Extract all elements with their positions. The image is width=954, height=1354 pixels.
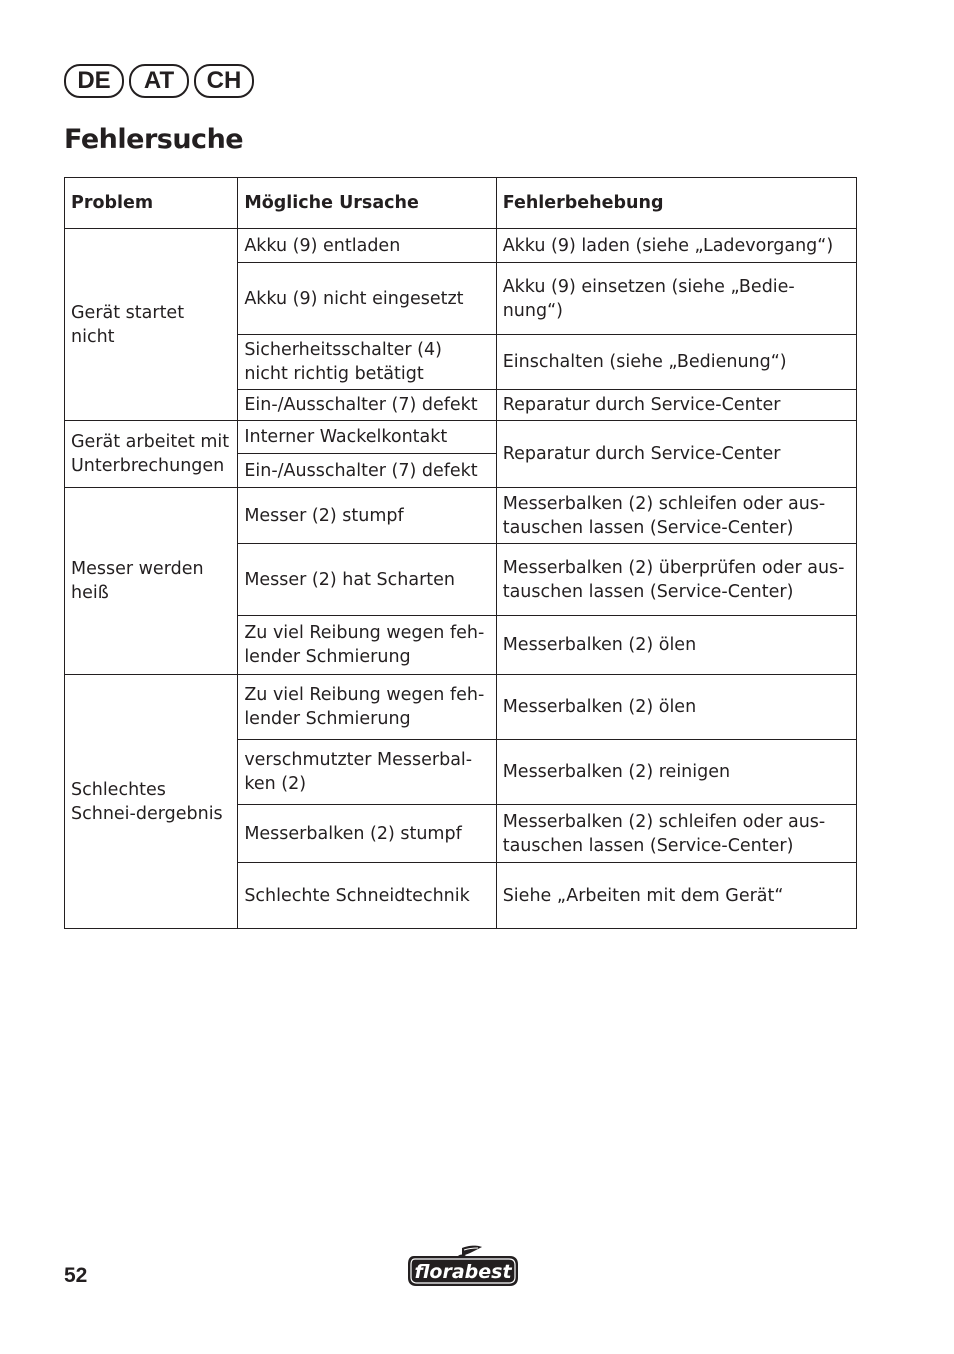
remedy-cell: Reparatur durch Service-Center [496, 421, 856, 488]
cause-cell: Ein-/Ausschalter (7) defekt [238, 454, 496, 488]
header-remedy: Fehlerbehebung [496, 178, 856, 229]
remedy-cell: Messerbalken (2) ölen [496, 616, 856, 675]
cause-cell: verschmutzter Messerbal-ken (2) [238, 740, 496, 805]
remedy-cell: Einschalten (siehe „Bedienung“) [496, 335, 856, 390]
remedy-cell: Messerbalken (2) reinigen [496, 740, 856, 805]
table-row [65, 421, 857, 454]
troubleshooting-table [64, 177, 857, 929]
cause-cell: Interner Wackelkontakt [238, 421, 496, 454]
header-cause: Mögliche Ursache [238, 178, 496, 229]
leaf-icon [462, 1246, 482, 1256]
badge-de: DE [64, 64, 124, 98]
problem-cell: Gerät arbeitet mit Unterbrechungen [65, 421, 238, 488]
cause-cell: Akku (9) nicht eingesetzt [238, 263, 496, 335]
table-header-row [65, 178, 857, 229]
cause-cell: Messer (2) stumpf [238, 488, 496, 544]
remedy-cell: Siehe „Arbeiten mit dem Gerät“ [496, 863, 856, 929]
cause-cell: Zu viel Reibung wegen feh-lender Schmierung [238, 616, 496, 675]
cause-cell: Zu viel Reibung wegen feh-lender Schmierung [238, 675, 496, 740]
table-row [65, 229, 857, 263]
cause-cell: Messerbalken (2) stumpf [238, 805, 496, 863]
remedy-cell: Messerbalken (2) schleifen oder aus-tauschen lassen (Service-Center) [496, 488, 856, 544]
florabest-logo [406, 1244, 520, 1290]
remedy-cell: Messerbalken (2) ölen [496, 675, 856, 740]
table-row [65, 675, 857, 740]
svg-text:florabest: florabest [414, 1261, 512, 1283]
badge-at: AT [129, 64, 189, 98]
page-title: Fehlersuche [64, 124, 244, 155]
cause-cell: Sicherheitsschalter (4) nicht richtig betätigt [238, 335, 496, 390]
cause-cell: Schlechte Schneidtechnik [238, 863, 496, 929]
remedy-cell: Akku (9) laden (siehe „Ladevorgang“) [496, 229, 856, 263]
header-problem: Problem [65, 178, 238, 229]
problem-cell: Schlechtes Schnei-dergebnis [65, 675, 238, 929]
remedy-cell: Akku (9) einsetzen (siehe „Bedie-nung“) [496, 263, 856, 335]
problem-cell: Gerät startet nicht [65, 229, 238, 421]
remedy-cell: Messerbalken (2) überprüfen oder aus-tauschen lassen (Service-Center) [496, 544, 856, 616]
cause-cell: Ein-/Ausschalter (7) defekt [238, 390, 496, 421]
remedy-cell: Messerbalken (2) schleifen oder aus-tauschen lassen (Service-Center) [496, 805, 856, 863]
cause-cell: Messer (2) hat Scharten [238, 544, 496, 616]
remedy-cell: Reparatur durch Service-Center [496, 390, 856, 421]
cause-cell: Akku (9) entladen [238, 229, 496, 263]
table-row [65, 488, 857, 544]
page-number: 52 [64, 1264, 88, 1287]
problem-cell: Messer werden heiß [65, 488, 238, 675]
badge-ch: CH [194, 64, 254, 98]
